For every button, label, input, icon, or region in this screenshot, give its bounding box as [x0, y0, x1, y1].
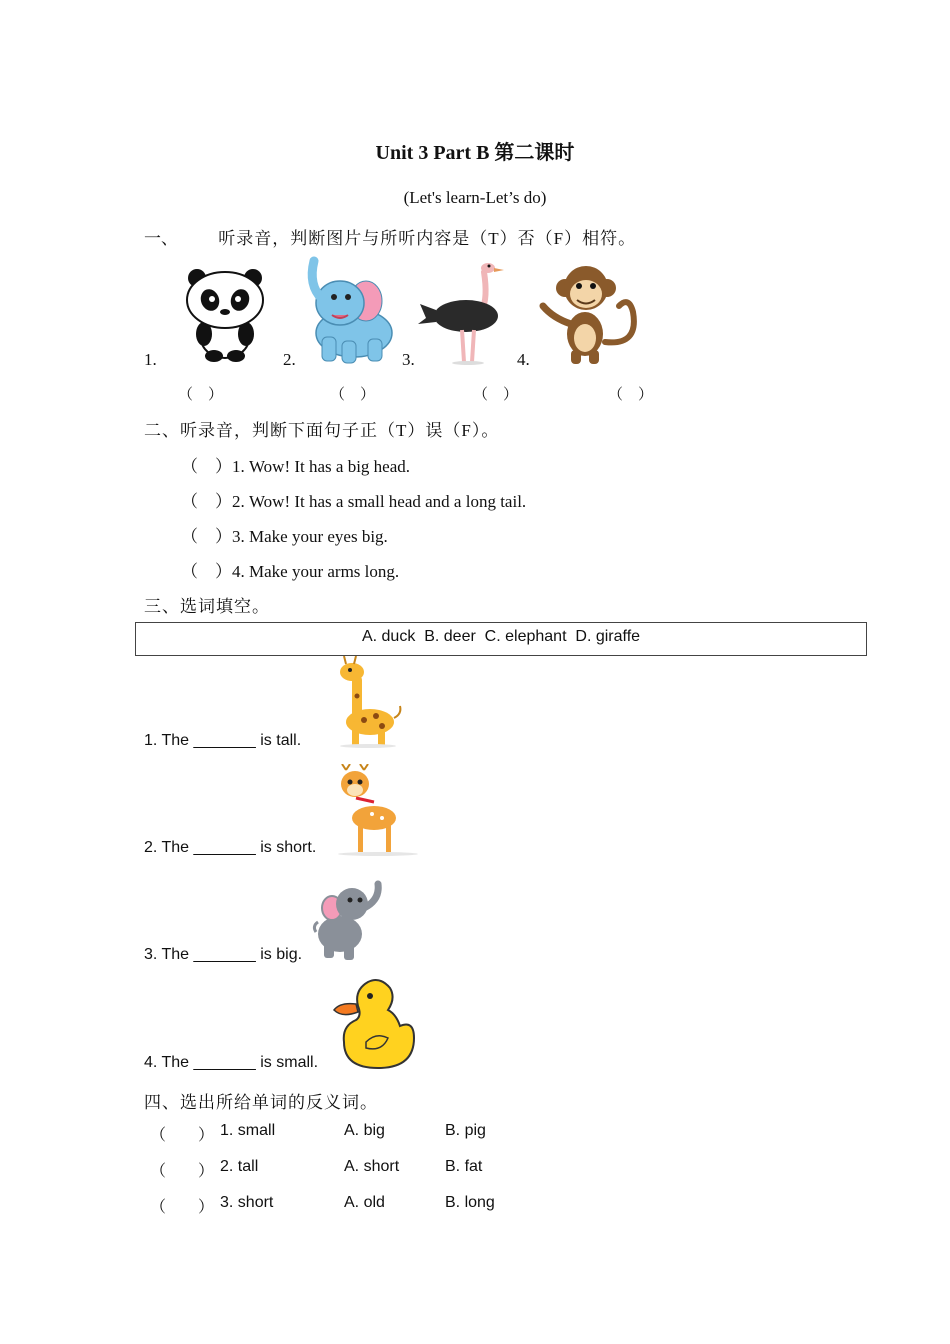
- s2-item-2-paren[interactable]: （ ）: [181, 492, 232, 511]
- ostrich-icon: [418, 258, 514, 366]
- deer-icon: [334, 764, 424, 856]
- word-bank-box: A. duck B. deer C. elephant D. giraffe: [135, 622, 867, 656]
- s1-item-4-number: 4.: [517, 350, 530, 369]
- s2-item-3-text: 3. Make your eyes big.: [232, 527, 388, 546]
- s3-item-2-sentence: 2. The _______ is short.: [144, 839, 317, 856]
- s4-item-3-option-a: A. old: [344, 1194, 385, 1211]
- s4-item-3-paren[interactable]: （ ）: [150, 1199, 215, 1216]
- section1-heading: [144, 224, 636, 249]
- s2-item-1-paren[interactable]: （ ）: [181, 457, 232, 476]
- s1-item-4-answer-paren[interactable]: （ ）: [608, 387, 654, 403]
- s2-item-4-text: 4. Make your arms long.: [232, 562, 400, 581]
- s4-item-1-word: 1. small: [220, 1122, 276, 1139]
- s4-item-2-option-b: B. fat: [445, 1158, 483, 1175]
- s4-item-3-option-b: B. long: [445, 1194, 495, 1211]
- page-title: Unit 3 Part B 第二课时: [375, 142, 575, 164]
- s1-item-2-answer-paren[interactable]: （ ）: [330, 387, 376, 403]
- s3-item-3-sentence: 3. The _______ is big.: [144, 946, 303, 963]
- s4-item-2-option-a: A. short: [344, 1158, 400, 1175]
- section1-heading-text: 听录音，判断图片与所听内容是（T）否（F）相符。: [218, 229, 637, 248]
- s2-item-4: [181, 557, 399, 582]
- s2-item-2: [181, 487, 526, 512]
- s2-item-1-text: 1. Wow! It has a big head.: [232, 457, 411, 476]
- s1-item-1-number: 1.: [144, 350, 157, 369]
- s4-item-1-paren[interactable]: （ ）: [150, 1127, 215, 1144]
- duck-icon: [330, 976, 420, 1072]
- section1-heading-number: 一、: [144, 229, 178, 248]
- section4-heading: 四、选出所给单词的反义词。: [144, 1093, 378, 1112]
- s2-item-1: [181, 452, 410, 477]
- panda-icon: [182, 266, 268, 362]
- section3-heading: 三、选词填空。: [144, 597, 270, 616]
- giraffe-icon: [330, 656, 406, 748]
- page-subtitle: (Let's learn-Let’s do): [403, 188, 547, 207]
- s4-item-2-paren[interactable]: （ ）: [150, 1163, 215, 1180]
- s4-item-3-word: 3. short: [220, 1194, 274, 1211]
- section2-heading: 二、听录音，判断下面句子正（T）误（F）。: [144, 421, 500, 440]
- s1-item-3-answer-paren[interactable]: （ ）: [473, 387, 519, 403]
- s4-item-1-option-b: B. pig: [445, 1122, 486, 1139]
- s1-item-2-number: 2.: [283, 350, 296, 369]
- s1-item-3-number: 3.: [402, 350, 415, 369]
- s2-item-3-paren[interactable]: （ ）: [181, 527, 232, 546]
- s3-item-4-sentence: 4. The _______ is small.: [144, 1054, 319, 1071]
- monkey-icon: [535, 262, 641, 366]
- s2-item-3: [181, 522, 388, 547]
- s2-item-2-text: 2. Wow! It has a small head and a long tail.: [232, 492, 527, 511]
- s1-item-1-answer-paren[interactable]: （ ）: [178, 387, 224, 403]
- elephant-grey-icon: [310, 878, 390, 962]
- s2-item-4-paren[interactable]: （ ）: [181, 562, 232, 581]
- s4-item-1-option-a: A. big: [344, 1122, 385, 1139]
- s4-item-2-word: 2. tall: [220, 1158, 259, 1175]
- s3-item-1-sentence: 1. The _______ is tall.: [144, 732, 302, 749]
- elephant-icon: [300, 255, 396, 365]
